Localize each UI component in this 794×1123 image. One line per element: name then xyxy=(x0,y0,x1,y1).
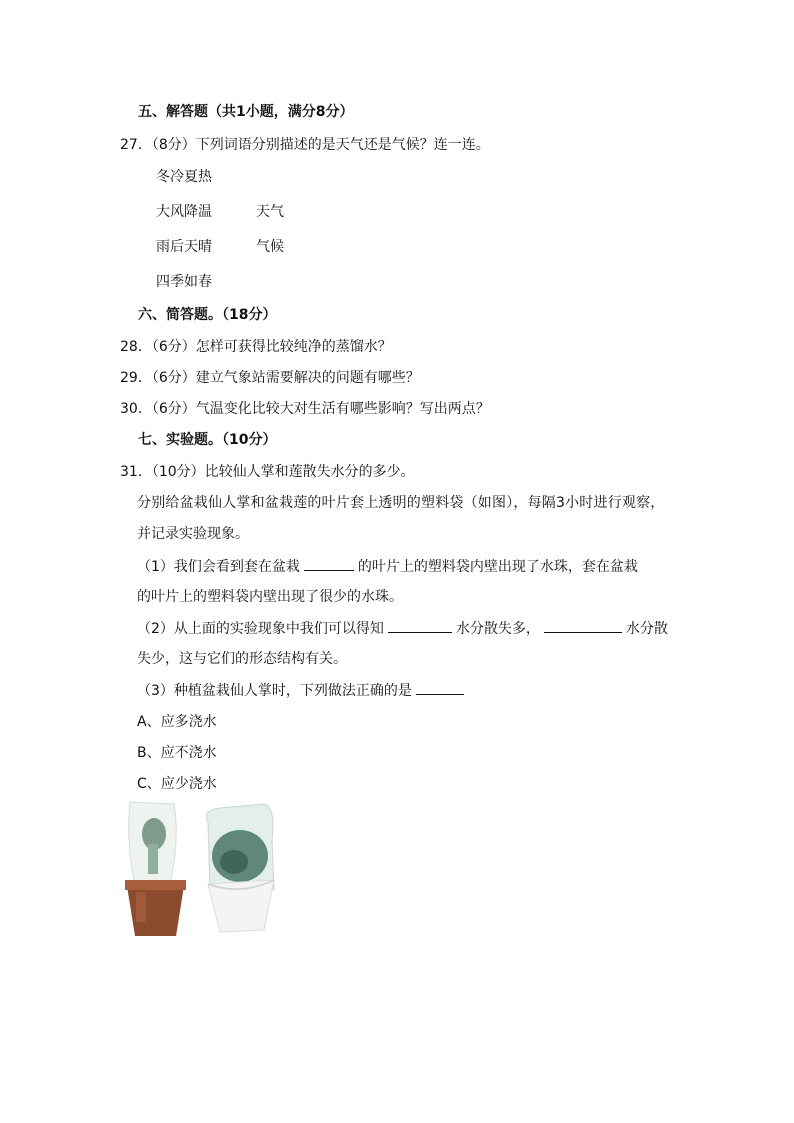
q31-sub2-text-a: （2）从上面的实验现象中我们可以得知 xyxy=(137,621,384,637)
potted-plants-illustration xyxy=(124,800,284,940)
section-heading-7: 七、实验题。（10分） xyxy=(138,432,277,448)
question-29: 29．（6分）建立气象站需要解决的问题有哪些？ xyxy=(120,370,420,386)
q27-left-item: 雨后天晴 xyxy=(156,239,212,255)
q31-sub3 xyxy=(137,680,468,701)
section-heading-6: 六、简答题。（18分） xyxy=(138,307,277,323)
q27-left-item: 四季如春 xyxy=(156,274,212,290)
q31-intro-line1: 分别给盆栽仙人掌和盆栽莲的叶片套上透明的塑料袋（如图），每隔3小时进行观察， xyxy=(137,495,665,511)
answer-blank-3[interactable] xyxy=(544,618,622,633)
q31-sub1-line2: 的叶片上的塑料袋内壁出现了很少的水珠。 xyxy=(137,589,403,605)
option-c[interactable]: C、应少浇水 xyxy=(137,776,217,792)
option-b[interactable]: B、应不浇水 xyxy=(137,745,217,761)
q31-sub1-text-b: 的叶片上的塑料袋内壁出现了水珠，套在盆栽 xyxy=(357,559,638,575)
q27-right-item: 天气 xyxy=(256,204,284,220)
q27-right-item: 气候 xyxy=(256,239,284,255)
q31-sub2-text-c: 水分散 xyxy=(625,621,668,637)
q31-sub1-text-a: （1）我们会看到套在盆栽 xyxy=(137,559,300,575)
option-a[interactable]: A、应多浇水 xyxy=(137,714,217,730)
q27-left-item: 大风降温 xyxy=(156,204,212,220)
answer-blank-1[interactable] xyxy=(304,556,354,571)
q31-sub2-line1 xyxy=(137,618,668,639)
question-30: 30．（6分）气温变化比较大对生活有哪些影响？写出两点？ xyxy=(120,401,490,417)
lotus-pot-figure xyxy=(207,804,275,932)
q31-sub3-text: （3）种植盆栽仙人掌时，下列做法正确的是 xyxy=(137,683,412,699)
question-27-prompt: 27．（8分）下列词语分别描述的是天气还是气候？连一连。 xyxy=(120,137,490,153)
q31-sub2-text-b: 水分散失多， xyxy=(455,621,540,637)
q27-left-item: 冬冷夏热 xyxy=(156,169,212,185)
answer-blank-2[interactable] xyxy=(388,618,452,633)
q31-sub1-line1 xyxy=(137,556,638,577)
cactus-pot-figure xyxy=(125,802,186,936)
q31-intro-line2: 并记录实验现象。 xyxy=(137,526,249,542)
question-31-prompt: 31．（10分）比较仙人掌和莲散失水分的多少。 xyxy=(120,464,415,480)
section-heading-5: 五、解答题（共1小题，满分8分） xyxy=(138,104,354,120)
answer-blank-4[interactable] xyxy=(416,680,464,695)
experiment-photo xyxy=(124,800,284,940)
q31-sub2-line2: 失少，这与它们的形态结构有关。 xyxy=(137,651,347,667)
question-28: 28．（6分）怎样可获得比较纯净的蒸馏水？ xyxy=(120,339,392,355)
